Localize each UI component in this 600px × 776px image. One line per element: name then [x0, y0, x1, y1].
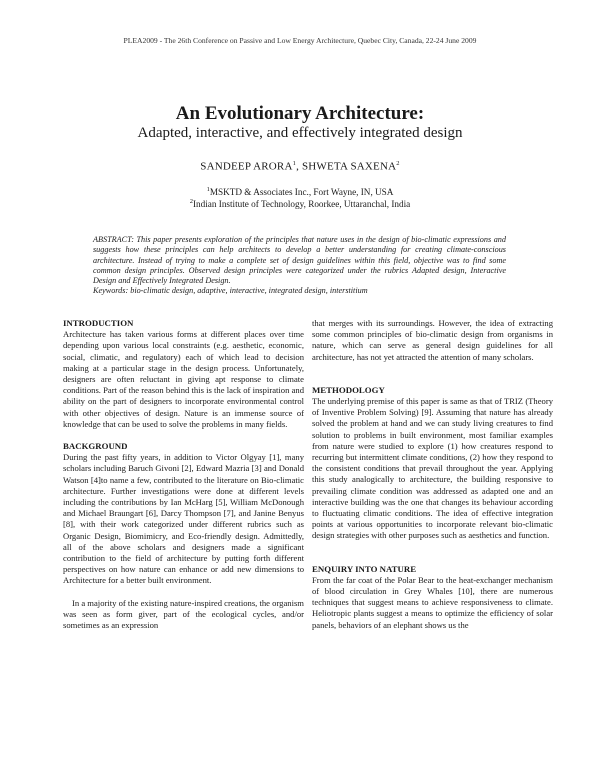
paper-subtitle: Adapted, interactive, and effectively integrated design [137, 125, 463, 141]
author-affiliation-mark: 2 [396, 160, 400, 167]
section-text-methodology: The underlying premise of this paper is same as that of TRIZ (Theory of Inventive Problem Solving) [9]. Assuming that nature has already solved the problem at hand and we can study living creatures to find solution to problems in built environment, most familiar examples from nature were studied to explore (1) how creatures respond to recurring but intermittent climate conditions, (2) how they respond to the consistent conditions that prevail throughout the year. Applying this study analogically to architecture, the building responsive to prevailing climate condition was addressed as adapted one and an interactive building was the one that changes its behaviour according to fluctuating climatic conditions. The idea of effective integration points at various opportunities to incorporate relevant bio-climatic design strategies with other purposes such as aesthetics and function. [312, 396, 553, 541]
affiliation-mark: 2 [189, 198, 193, 205]
affiliation-text: Indian Institute of Technology, Roorkee, Uttaranchal, India [193, 199, 411, 210]
section-text-background-2: In a majority of the existing nature-inspired creations, the organism was seen as form giver, part of the ecological cycles, and/or sometimes as an expression [63, 597, 304, 631]
section-heading-enquiry: ENQUIRY INTO NATURE [312, 563, 417, 574]
abstract: ABSTRACT: This paper presents exploration of the principles that nature uses in the design of bio-climatic expressions and suggests how these principles can help architects to develop a better understanding for creating climate-conscious architecture. Instead of trying to make a complete set of design guidelines within this field, objective was to find some common design principles. Observed design principles were categorized under the rubrics Adapted design, Interactive Design and Effectively Integrated Design. [93, 235, 506, 286]
author-name: SHWETA SAXENA [301, 160, 397, 173]
affiliation-2 [0, 198, 600, 209]
running-header: PLEA2009 - The 26th Conference on Passive and Low Energy Architecture, Quebec City, Canada, 22-24 June 2009 [123, 36, 477, 45]
section-text-continuation: that merges with its surroundings. However, the idea of extracting some common principles of bio-climatic design from organisms in nature, which can serve as general design guidelines for all architecture, has not yet attracted the attention of many scholars. [312, 318, 553, 362]
paper-title: An Evolutionary Architecture: [175, 103, 425, 124]
section-text-enquiry: From the far coat of the Polar Bear to the heat-exchanger mechanism of blood circulation in Grey Whales [10], there are numerous techniques that suggest means to achieve responsiveness to climate. Heliotropic plants suggest a means to optimize the efficiency of solar panels, behaviors of an elephant shows us the [312, 574, 553, 630]
section-heading-introduction: INTRODUCTION [63, 318, 134, 328]
right-column [312, 318, 553, 631]
section-text-introduction: Architecture has taken various forms at different places over time depending upon various local constraints (e.g. aesthetic, economic, social, climatic, and regulatory) each of which lead to decision making at a particular stage in the design process. Unfortunately, designers are often reluctant in giving apt response to climate conditions. Part of the reason behind this is the lack of inspiration and ability on the part of designers to incorporate environmental control with other objectives of design. Nature is an immense source of knowledge that can be used to solve the problems in many fields. [63, 329, 304, 429]
affiliation-text: MSKTD & Associates Inc., Fort Wayne, IN, USA [209, 187, 394, 198]
author-affiliation-mark: 1 [292, 160, 297, 167]
affiliation-1 [0, 186, 600, 197]
section-heading-background: BACKGROUND [63, 441, 128, 452]
left-column [63, 318, 304, 631]
section-text-background: During the past fifty years, in addition to Victor Olgyay [1], many scholars including Baruch Givoni [2], Edward Mazria [3] and Donald Watson [4]to name a few, contributed to the literature on Bio-climatic architecture. Further investigations were done at different levels including the contributions by Ian McHarg [5], William McDonough and Michael Braungart [6], Darcy Thompson [7], and Janine Benyus [8], with their work categorized under different rubrics such as Organic Design, Biomimicry, and Eco-friendly design. Admittedly, all of the above scholars and designers made a significant contribution to the field of architecture by putting forth different perspectives on how nature can enhance or add new dimensions to Architecture for a better built environment. [63, 452, 304, 586]
author-separator: , [296, 160, 302, 173]
author-name: SANDEEP ARORA [200, 160, 293, 173]
section-heading-methodology: METHODOLOGY [312, 384, 385, 395]
author-list [0, 160, 600, 173]
keywords: Keywords: bio-climatic design, adaptive, interactive, integrated design, interstitium [93, 286, 368, 295]
affiliation-mark: 1 [206, 186, 210, 193]
